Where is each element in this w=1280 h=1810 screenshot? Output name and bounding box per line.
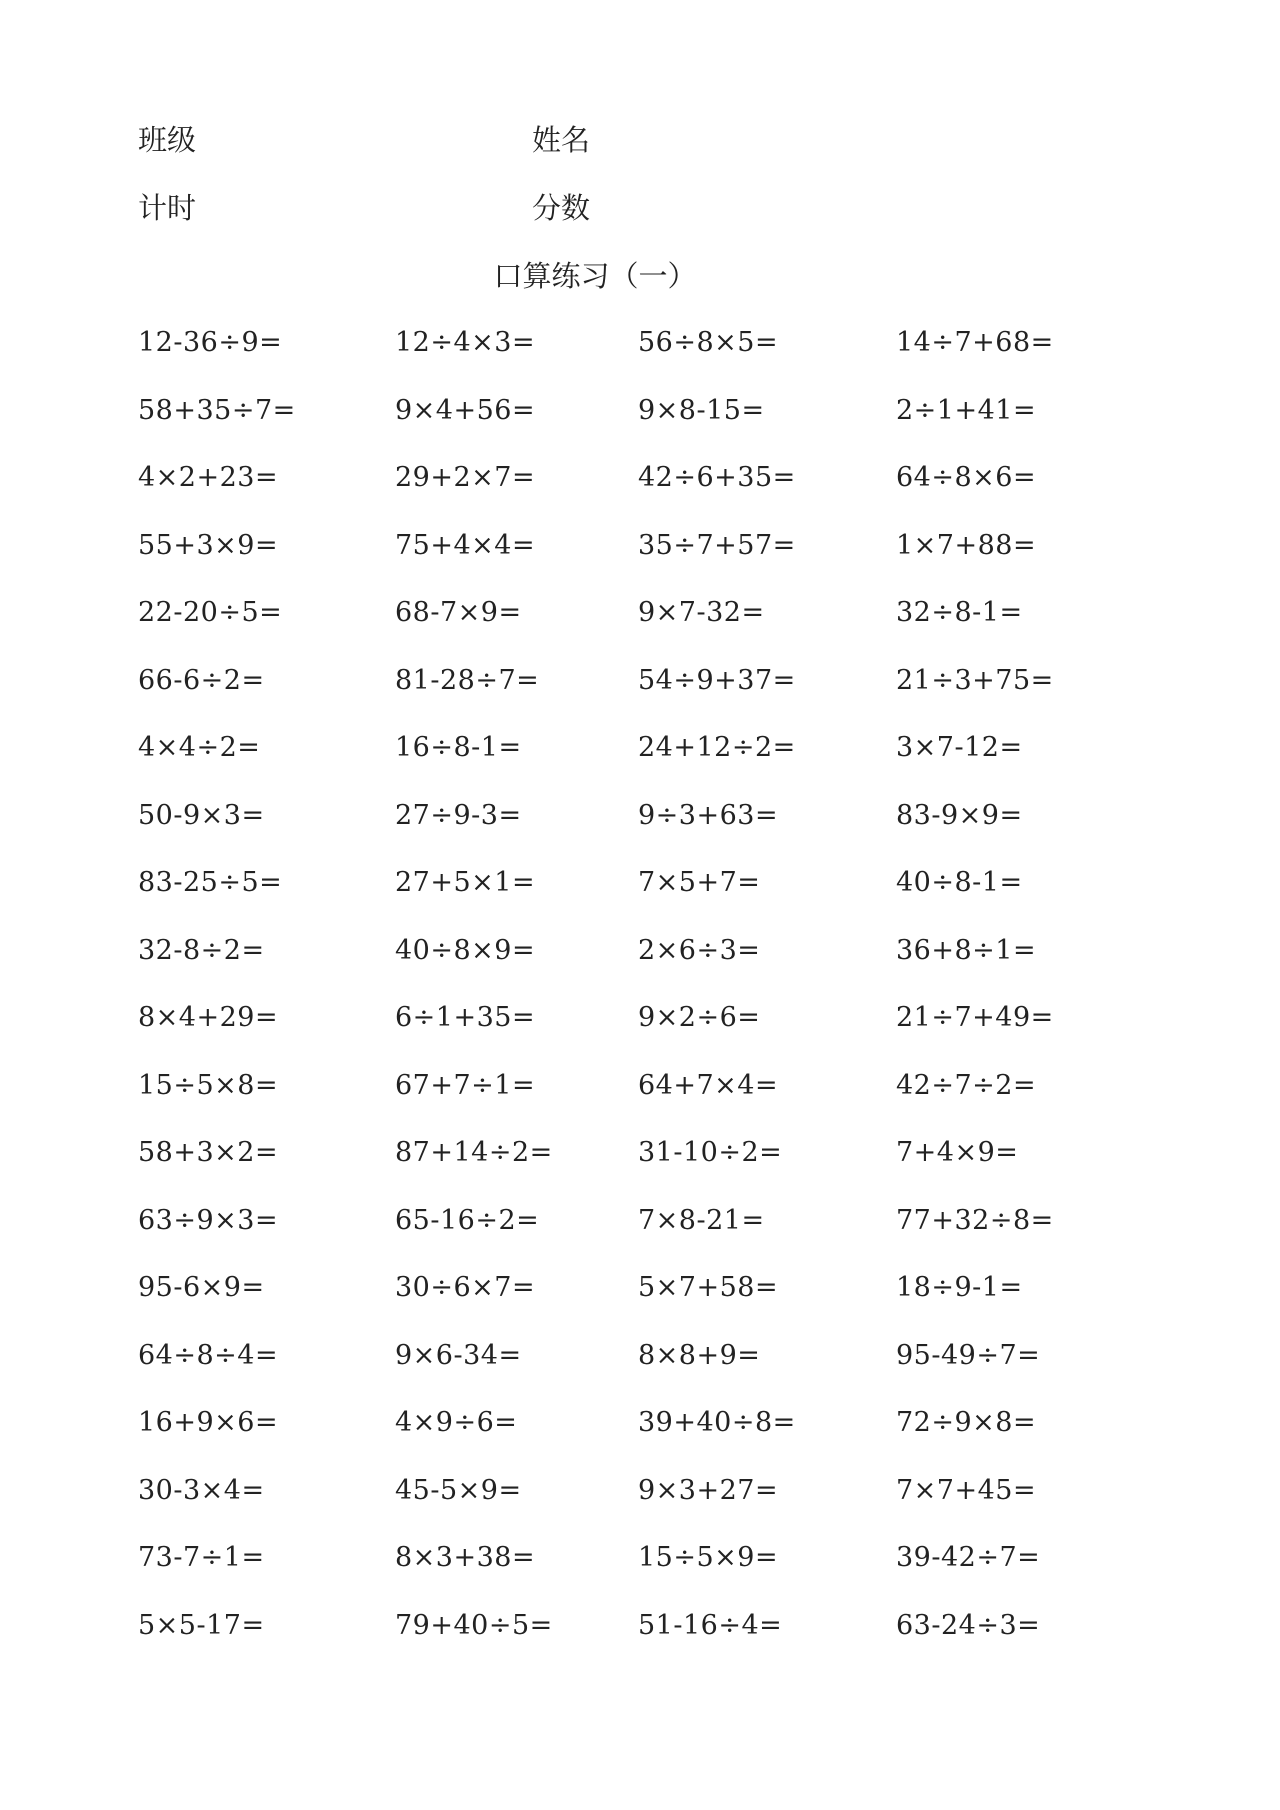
problem-item: 54÷9+37=: [638, 664, 796, 696]
problem-item: 55+3×9=: [138, 529, 279, 561]
problem-item: 83-25÷5=: [138, 867, 283, 898]
problem-item: 65-16÷2=: [395, 1204, 540, 1236]
problem-row: [138, 1339, 1076, 1410]
problem-item: 1×7+88=: [896, 529, 1037, 561]
problem-item: 21÷7+49=: [896, 1002, 1054, 1033]
problem-item: 15÷5×8=: [138, 1069, 279, 1101]
problem-item: 35÷7+57=: [638, 529, 796, 561]
problem-item: 4×2+23=: [138, 462, 279, 493]
problem-row: [138, 329, 1076, 397]
problem-item: 16÷8-1=: [395, 732, 522, 763]
class-label: 班级: [138, 123, 197, 157]
problem-item: 22-20÷5=: [138, 597, 283, 628]
problem-item: 4×9÷6=: [395, 1407, 518, 1438]
problem-item: 8×3+38=: [395, 1542, 536, 1573]
problem-item: 58+35÷7=: [138, 394, 296, 426]
problem-item: 9×3+27=: [638, 1474, 779, 1506]
problem-item: 16+9×6=: [138, 1407, 279, 1438]
problem-item: 2÷1+41=: [896, 394, 1037, 426]
problem-row: [138, 1544, 1076, 1612]
problem-item: 12÷4×3=: [395, 327, 536, 358]
problem-item: 30-3×4=: [138, 1474, 265, 1506]
problem-item: 8×4+29=: [138, 1002, 279, 1033]
problem-item: 95-6×9=: [138, 1272, 265, 1303]
score-label: 分数: [532, 191, 591, 225]
problem-item: 50-9×3=: [138, 799, 265, 831]
problem-item: 7×7+45=: [896, 1474, 1037, 1506]
problem-item: 7+4×9=: [896, 1137, 1019, 1168]
problem-item: 3×7-12=: [896, 732, 1023, 763]
problem-item: 40÷8-1=: [896, 867, 1023, 898]
problem-row: [138, 1139, 1076, 1207]
problem-item: 15÷5×9=: [638, 1542, 779, 1573]
problem-item: 39-42÷7=: [896, 1542, 1041, 1573]
problem-row: [138, 1409, 1076, 1477]
problem-item: 40÷8×9=: [395, 934, 536, 966]
problem-item: 73-7÷1=: [138, 1542, 265, 1573]
problem-item: 68-7×9=: [395, 597, 522, 628]
problem-row: [138, 1069, 1076, 1140]
problem-item: 64÷8×6=: [896, 462, 1037, 493]
problem-item: 75+4×4=: [395, 529, 536, 561]
problem-item: 7×5+7=: [638, 867, 761, 898]
problem-item: 77+32÷8=: [896, 1204, 1054, 1236]
problem-item: 72÷9×8=: [896, 1407, 1037, 1438]
problem-item: 56÷8×5=: [638, 327, 779, 358]
problem-item: 12-36÷9=: [138, 327, 283, 358]
problem-item: 5×5-17=: [138, 1609, 265, 1641]
problem-row: [138, 1274, 1076, 1342]
problem-item: 7×8-21=: [638, 1204, 765, 1236]
problem-item: 6÷1+35=: [395, 1002, 536, 1033]
problem-item: 29+2×7=: [395, 462, 536, 493]
problem-item: 39+40÷8=: [638, 1407, 796, 1438]
problem-item: 27÷9-3=: [395, 799, 522, 831]
problem-item: 9×6-34=: [395, 1339, 522, 1371]
problem-item: 66-6÷2=: [138, 664, 265, 696]
problem-item: 79+40÷5=: [395, 1609, 553, 1641]
problem-row: [138, 1204, 1076, 1275]
problem-item: 32÷8-1=: [896, 597, 1023, 628]
worksheet-title: 口算练习（一）: [493, 259, 697, 293]
problem-row: [138, 1474, 1076, 1545]
problem-item: 9×2÷6=: [638, 1002, 761, 1033]
problem-item: 64÷8÷4=: [138, 1339, 279, 1371]
time-label: 计时: [138, 191, 197, 225]
problem-item: 9×7-32=: [638, 597, 765, 628]
problem-item: 14÷7+68=: [896, 327, 1054, 358]
problem-row: [138, 799, 1076, 870]
problem-item: 42÷6+35=: [638, 462, 796, 493]
problem-item: 58+3×2=: [138, 1137, 279, 1168]
problem-row: [138, 599, 1076, 667]
problem-item: 32-8÷2=: [138, 934, 265, 966]
problem-item: 27+5×1=: [395, 867, 536, 898]
problem-row: [138, 529, 1076, 600]
problem-item: 4×4÷2=: [138, 732, 261, 763]
problem-item: 5×7+58=: [638, 1272, 779, 1303]
problem-item: 18÷9-1=: [896, 1272, 1023, 1303]
problem-item: 36+8÷1=: [896, 934, 1037, 966]
problem-row: [138, 394, 1076, 465]
problem-item: 95-49÷7=: [896, 1339, 1041, 1371]
problem-item: 24+12÷2=: [638, 732, 796, 763]
problem-item: 9×4+56=: [395, 394, 536, 426]
problem-row: [138, 1609, 1076, 1680]
problem-row: [138, 934, 1076, 1005]
problem-item: 63÷9×3=: [138, 1204, 279, 1236]
problem-item: 21÷3+75=: [896, 664, 1054, 696]
problem-item: 9÷3+63=: [638, 799, 779, 831]
problem-row: [138, 869, 1076, 937]
name-label: 姓名: [532, 123, 591, 157]
problem-item: 2×6÷3=: [638, 934, 761, 966]
problem-item: 45-5×9=: [395, 1474, 522, 1506]
problem-item: 9×8-15=: [638, 394, 765, 426]
problem-item: 87+14÷2=: [395, 1137, 553, 1168]
problem-item: 83-9×9=: [896, 799, 1023, 831]
problem-row: [138, 464, 1076, 532]
problem-item: 67+7÷1=: [395, 1069, 536, 1101]
problem-row: [138, 1004, 1076, 1072]
problem-item: 81-28÷7=: [395, 664, 540, 696]
problem-grid: [138, 329, 1076, 1679]
problem-item: 63-24÷3=: [896, 1609, 1041, 1641]
problem-item: 64+7×4=: [638, 1069, 779, 1101]
problem-item: 51-16÷4=: [638, 1609, 783, 1641]
problem-item: 8×8+9=: [638, 1339, 761, 1371]
problem-item: 30÷6×7=: [395, 1272, 536, 1303]
problem-row: [138, 664, 1076, 735]
problem-item: 42÷7÷2=: [896, 1069, 1037, 1101]
problem-item: 31-10÷2=: [638, 1137, 783, 1168]
problem-row: [138, 734, 1076, 802]
